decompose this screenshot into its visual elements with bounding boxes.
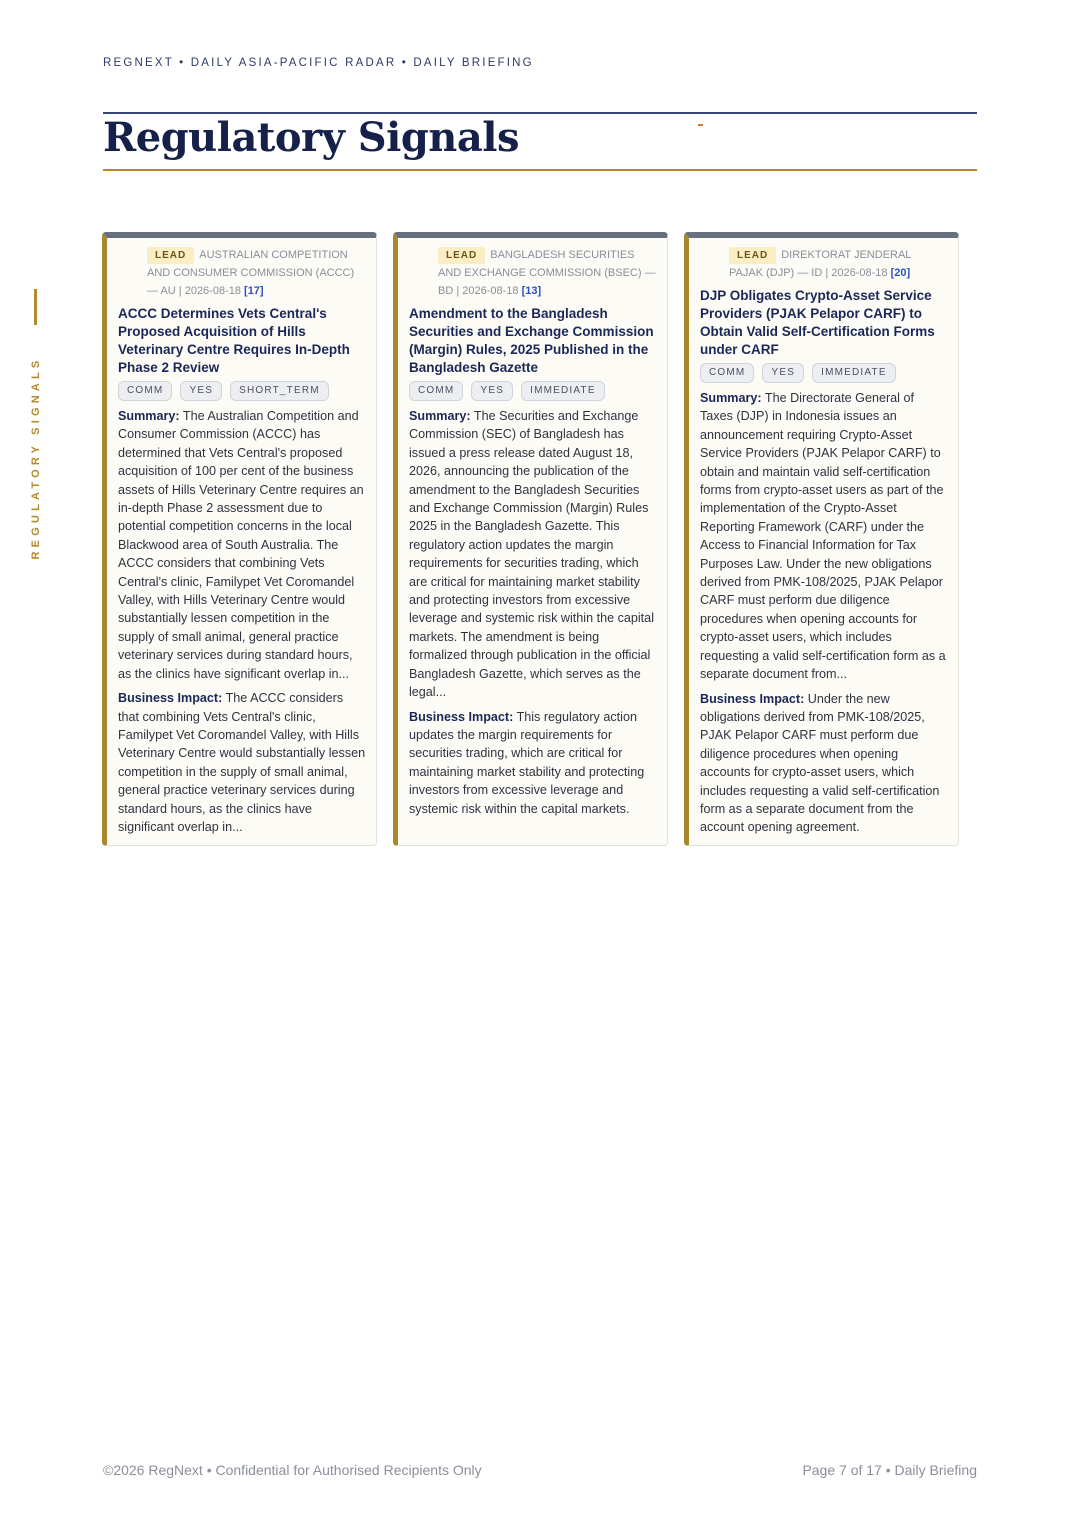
tag: IMMEDIATE — [812, 363, 896, 383]
card-meta — [700, 246, 948, 282]
summary — [700, 389, 948, 684]
footer-page-number: Page 7 of 17 • Daily Briefing — [802, 1462, 977, 1478]
tag: SHORT_TERM — [230, 381, 329, 401]
tag: COMM — [409, 381, 463, 401]
summary-text: The Australian Competition and Consumer Commission (ACCC) has determined that Vets Central's proposed acquisition of 100 per cent of the business assets of Hills Veterinary Centre requires an in-depth Phase 2 assessment due to potential competition concerns in the local Blackwood area of South Australia. The ACCC considers that combining Vets Central's clinic, Familypet Vet Coromandel Valley, with Hills Veterinary Centre would substantially lessen competition in the supply of small animal, general practice veterinary services during standard hours, as the clinics have significant overlap in... — [118, 409, 364, 681]
tag: COMM — [700, 363, 754, 383]
summary-label: Summary: — [700, 391, 762, 405]
lead-badge: LEAD — [438, 247, 485, 264]
tag-list — [409, 381, 657, 401]
side-section-label: REGULATORY SIGNALS — [30, 356, 42, 560]
business-impact — [409, 708, 657, 818]
summary — [118, 407, 366, 683]
signal-card — [102, 232, 377, 846]
impact-label: Business Impact: — [409, 709, 514, 724]
citation-ref[interactable]: [17] — [244, 285, 264, 297]
lead-badge: LEAD — [147, 247, 194, 264]
summary-text: The Directorate General of Taxes (DJP) in Indonesia issues an announcement requiring Crypto-Asset Service Providers (PJAK Pelapor CARF) to obtain and maintain valid self-certification forms from crypto-asset users as part of the implementation of the Crypto-Asset Reporting Framework (CARF) under the Access to Financial Information for Tax Purposes Law. Under the new obligations derived from PMK-108/2025, PJAK Pelapor CARF must perform due diligence procedures when opening accounts for crypto-asset users, which includes requesting a valid self-certification form as a separate document from... — [700, 391, 946, 682]
tag: YES — [471, 381, 513, 401]
impact-text: The ACCC considers that combining Vets Central's clinic, Familypet Vet Coromandel Valley, with Hills Veterinary Centre would substantially lessen competition in the supply of small animal, general practice veterinary services during standard hours, as the clinics have significant overlap in... — [118, 691, 366, 834]
tag: COMM — [118, 381, 172, 401]
business-impact — [700, 690, 948, 837]
citation-ref[interactable]: [13] — [521, 285, 542, 297]
signal-card — [393, 232, 668, 846]
signal-cards — [102, 232, 959, 846]
summary-text: The Securities and Exchange Commission (SEC) of Bangladesh has issued a press release dated August 18, 2026, announcing the publication of the amendment to the Bangladesh Securities and Exchange Commission (Margin) Rules 2025 in the Bangladesh Gazette. This regulatory action updates the margin requirements for securities trading, which are critical for maintaining market stability and protecting investors from excessive leverage and systemic risk within the capital markets. The amendment is being formalized through publication in the official Bangladesh Gazette, which serves as the legal... — [409, 409, 654, 700]
side-accent-bar — [34, 289, 37, 325]
tag: IMMEDIATE — [521, 381, 605, 401]
citation-ref[interactable]: [20] — [890, 267, 911, 279]
card-meta — [118, 246, 366, 300]
summary — [409, 407, 657, 702]
impact-text: Under the new obligations derived from PMK-108/2025, PJAK Pelapor CARF must perform due diligence procedures when opening accounts for crypto-asset users, which includes requesting a valid self-certification form as a separate document from the account opening agreement. — [700, 691, 940, 835]
running-head: REGNEXT • DAILY ASIA-PACIFIC RADAR • DAILY BRIEFING — [103, 57, 534, 69]
card-title: DJP Obligates Crypto-Asset Service Providers (PJAK Pelapor CARF) to Obtain Valid Self-Certification Forms under CARF — [700, 288, 935, 357]
business-impact — [118, 689, 366, 836]
card-source: DIREKTORAT JENDERAL PAJAK (DJP) — ID | 2026-08-18 — [729, 249, 912, 279]
card-meta — [409, 246, 657, 300]
footer-copyright: ©2026 RegNext • Confidential for Authorised Recipients Only — [103, 1462, 482, 1478]
card-title: Amendment to the Bangladesh Securities and Exchange Commission (Margin) Rules, 2025 Published in the Bangladesh Gazette — [409, 306, 654, 375]
summary-label: Summary: — [409, 409, 471, 423]
impact-label: Business Impact: — [700, 691, 805, 706]
card-source: BANGLADESH SECURITIES AND EXCHANGE COMMISSION (BSEC) — BD | 2026-08-18 — [438, 249, 656, 297]
impact-label: Business Impact: — [118, 691, 223, 706]
impact-text: This regulatory action updates the margin requirements for securities trading, which are critical for maintaining market stability and protecting investors from excessive leverage and systemic risk within the capital markets. — [409, 709, 645, 816]
tag: YES — [762, 363, 804, 383]
lead-badge: LEAD — [729, 247, 776, 264]
tag-list — [118, 381, 366, 401]
card-source: AUSTRALIAN COMPETITION AND CONSUMER COMMISSION (ACCC) — AU | 2026-08-18 — [147, 249, 355, 297]
card-title: ACCC Determines Vets Central's Proposed Acquisition of Hills Veterinary Centre Requires In-Depth Phase 2 Review — [118, 306, 350, 375]
title-bottom-rule — [103, 169, 977, 171]
signal-card — [684, 232, 959, 846]
title-accent-mark — [698, 124, 703, 126]
tag-list — [700, 363, 948, 383]
summary-label: Summary: — [118, 409, 180, 423]
tag: YES — [180, 381, 222, 401]
page-title: Regulatory Signals — [103, 114, 520, 161]
